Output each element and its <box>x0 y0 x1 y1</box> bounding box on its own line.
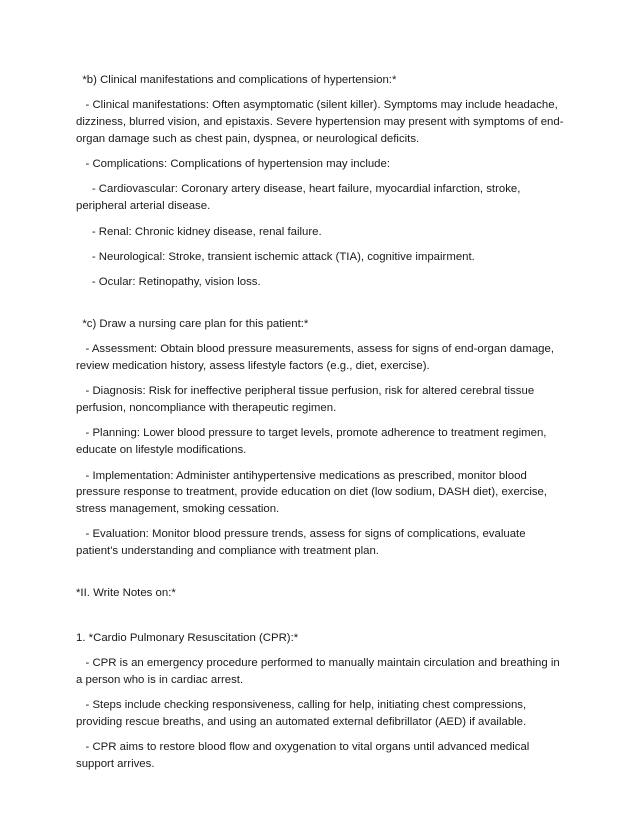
evaluation-paragraph: - Evaluation: Monitor blood pressure trends, assess for signs of complications, evaluate patient's understanding and compliance with treatment plan. <box>76 528 529 558</box>
cardiovascular-item: - Cardiovascular: Coronary artery disease, heart failure, myocardial infarction, stroke, peripheral arterial disease. <box>76 183 524 213</box>
section-b-heading: *b) Clinical manifestations and complications of hypertension:* <box>76 74 397 86</box>
cpr-heading: 1. *Cardio Pulmonary Resuscitation (CPR):* <box>76 631 299 644</box>
renal-item: - Renal: Chronic kidney disease, renal failure. <box>76 225 322 238</box>
clinical-manifestations-paragraph: - Clinical manifestations: Often asymptomatic (silent killer). Symptoms may include headache, dizziness, blurred vision, and epistaxis. Severe hypertension may present with symptoms of end-organ damage such as chest pain, dyspnea, or neurological deficits. <box>76 99 564 145</box>
complications-paragraph: - Complications: Complications of hypertension may include: <box>76 158 391 171</box>
assessment-paragraph: - Assessment: Obtain blood pressure measurements, assess for signs of end-organ damage, review medication history, assess lifestyle factors (e.g., diet, exercise). <box>76 343 558 373</box>
ocular-item: - Ocular: Retinopathy, vision loss. <box>76 276 261 289</box>
section-c-heading: *c) Draw a nursing care plan for this patient:* <box>76 317 309 330</box>
implementation-paragraph: - Implementation: Administer antihypertensive medications as prescribed, monitor blood pressure response to treatment, provide education on diet (low sodium, DASH diet), exercise, stress management, smoking cessation. <box>76 469 551 516</box>
cpr-definition-paragraph: - CPR is an emergency procedure performed to manually maintain circulation and breathing in a person who is in cardiac arrest. <box>76 657 563 686</box>
cpr-aim-paragraph: - CPR aims to restore blood flow and oxygenation to vital organs until advanced medical support arrives. <box>76 741 533 771</box>
cpr-steps-paragraph: - Steps include checking responsiveness, calling for help, initiating chest compressions, providing rescue breaths, and using an automated external defibrillator (AED) if available. <box>76 699 530 729</box>
diagnosis-paragraph: - Diagnosis: Risk for ineffective peripheral tissue perfusion, risk for altered cerebral tissue perfusion, noncompliance with therapeutic regimen. <box>76 385 538 415</box>
neurological-item: - Neurological: Stroke, transient ischemic attack (TIA), cognitive impairment. <box>76 250 475 263</box>
document-body <box>76 72 566 781</box>
planning-paragraph: - Planning: Lower blood pressure to target levels, promote adherence to treatment regimen, educate on lifestyle modifications. <box>76 427 550 457</box>
section-ii-heading: *II. Write Notes on:* <box>76 587 176 600</box>
